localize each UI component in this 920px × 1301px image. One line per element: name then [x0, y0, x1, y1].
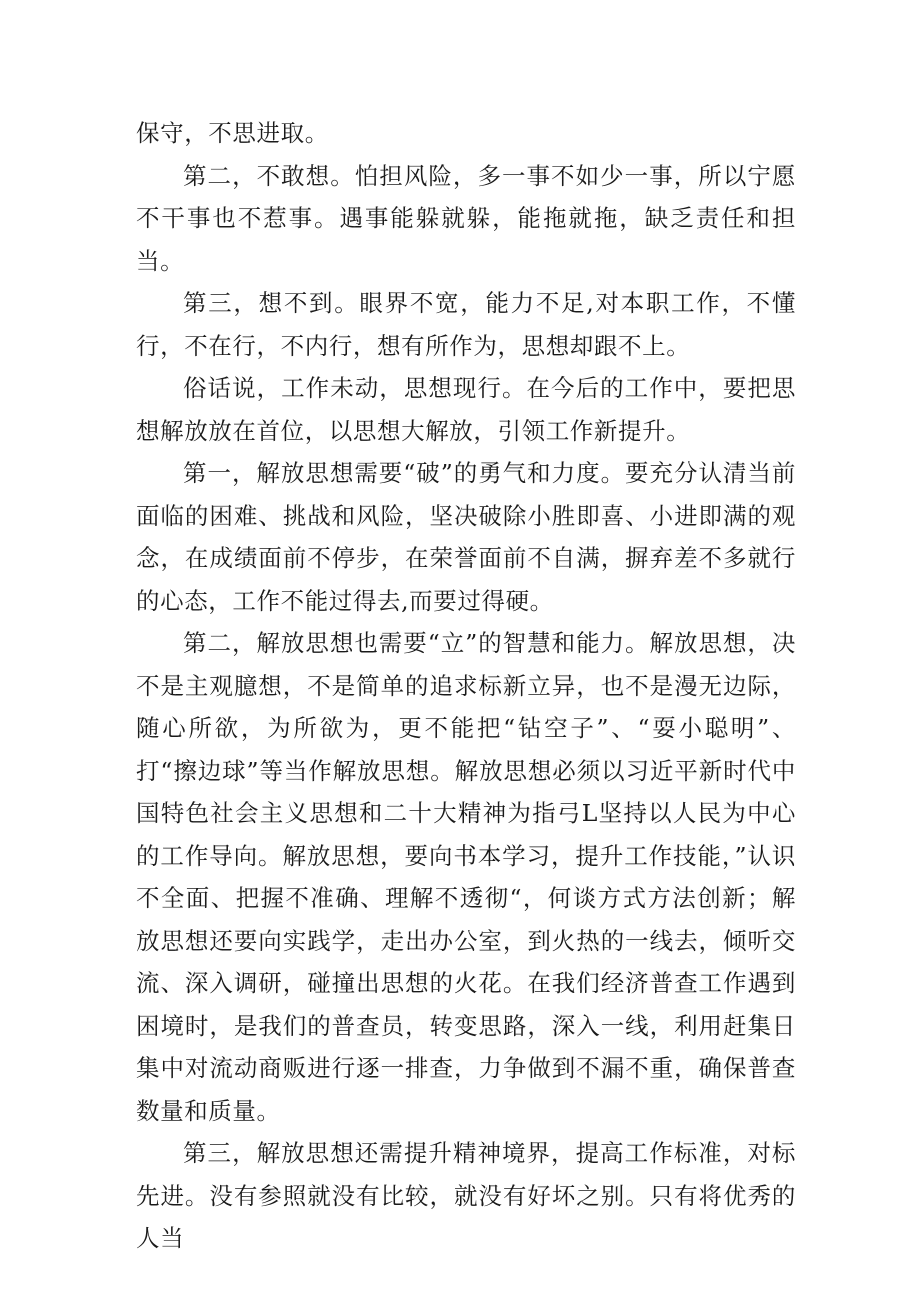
document-body [136, 112, 796, 1260]
paragraph-3: 第三，想不到。眼界不宽，能力不足,对本职工作，不懂行，不在行，不内行，想有所作为，思想却跟不上。 [136, 289, 796, 360]
paragraph-4: 俗话说，工作未动，思想现行。在今后的工作中，要把思想解放放在首位，以思想大解放，引领工作新提升。 [136, 374, 796, 445]
paragraph-1: 保守，不思进取。 [136, 119, 329, 147]
paragraph-5: 第一，解放思想需要“破”的勇气和力度。要充分认清当前面临的困难、挑战和风险，坚决破除小胜即喜、小进即满的观念，在成绩面前不停步，在荣誉面前不自满，摒弃差不多就行的心态，工作不能过得去,而要过得硬。 [136, 459, 796, 615]
paragraph-6: 第二，解放思想也需要“立”的智慧和能力。解放思想，决不是主观臆想，不是简单的追求标新立异，也不是漫无边际，随心所欲，为所欲为，更不能把“钻空子”、“耍小聪明”、打“擦边球”等当作解放思想。解放思想必须以习近平新时代中国特色社会主义思想和二十大精神为指弓L坚持以人民为中心的工作导向。解放思想，要向书本学习，提升工作技能，”认识不全面、把握不准确、理解不透彻“，何谈方式方法创新；解放思想还要向实践学，走出办公室，到火热的一线去，倾听交流、深入调研，碰撞出思想的火花。在我们经济普查工作遇到困境时，是我们的普查员，转变思路，深入一线，利用赶集日集中对流动商贩进行逐一排查，力争做到不漏不重，确保普查数量和质量。 [136, 629, 796, 1125]
paragraph-2: 第二，不敢想。怕担风险，多一事不如少一事，所以宁愿不干事也不惹事。遇事能躲就躲，能拖就拖，缺乏责任和担当。 [136, 161, 796, 275]
paragraph-7: 第三，解放思想还需提升精神境界，提高工作标准，对标先进。没有参照就没有比较，就没有好坏之别。只有将优秀的人当 [136, 1139, 796, 1252]
